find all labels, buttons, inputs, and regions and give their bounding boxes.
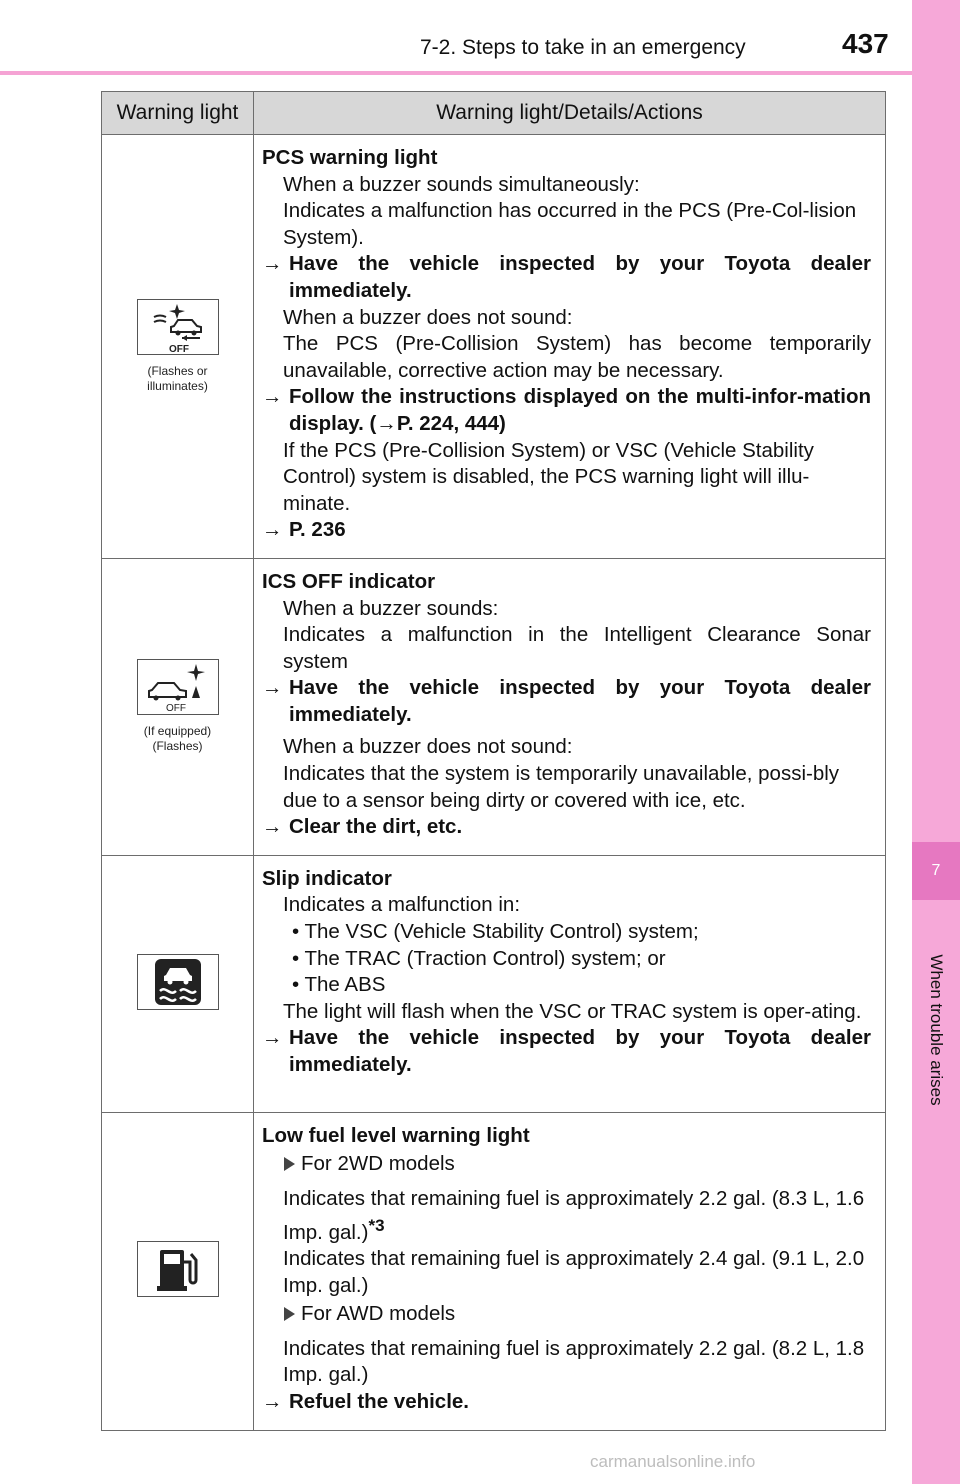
model-subhead: For 2WD models: [262, 1151, 871, 1178]
action-item: → Have the vehicle inspected by your Toyota dealer immediately.: [262, 252, 871, 302]
icon-cell: [102, 1112, 254, 1430]
chapter-number: 7: [912, 842, 960, 900]
header-rule: [0, 71, 912, 75]
details-cell: ICS OFF indicator When a buzzer sounds: Indicates a malfunction in the Intelligent Clearance Sonar system → Have the vehicle inspected by your Toyota dealer immediately. When a buzzer does not sound: Indicates that the system is temporarily unavailable, possi-bly due to a sensor being dirty or covered with ice, etc. → Clear the dirt, etc.: [254, 558, 886, 855]
table-header: [102, 92, 886, 135]
slip-title: Slip indicator: [262, 866, 392, 890]
slip-indicator-icon: [137, 954, 219, 1010]
pcs-title: PCS warning light: [262, 146, 438, 169]
page-number: 437: [842, 28, 889, 59]
details-cell: PCS warning light When a buzzer sounds simultaneously: Indicates a malfunction has occurred in the PCS (Pre-Col-lision System). → Have the vehicle inspected by your Toyota dealer immediately. When a buzzer does not sound: The PCS (Pre-Collision System) has become temporarily unavailable, corrective action may be necessary. → Follow the instructions displayed on the multi-infor-mation display. (→P. 224, 444) If the PCS (Pre-Collision System) or VSC (Vehicle Stability Control) system is disabled, the PCS warning light will illu-minate. → P. 236: [254, 135, 886, 559]
action-item: → Have the vehicle inspected by your Toyota dealer immediately.: [262, 1026, 871, 1076]
chapter-label: When trouble arises: [927, 954, 946, 1106]
watermark: carmanualsonline.info: [590, 1452, 756, 1471]
table-row: [102, 558, 886, 855]
icon-cell: [102, 855, 254, 1112]
action-item: → Refuel the vehicle.: [262, 1390, 470, 1414]
table-row: [102, 1112, 886, 1430]
action-item: → P. 236: [262, 518, 346, 542]
ics-off-icon: [137, 659, 219, 715]
ics-title: ICS OFF indicator: [262, 569, 436, 593]
triangle-bullet-icon: [284, 1157, 295, 1171]
table-row: [102, 135, 886, 559]
table-row: [102, 855, 886, 1112]
fuel-pump-icon: [137, 1241, 219, 1297]
icon-cell: [102, 135, 254, 559]
icon-caption: (If equipped) (Flashes): [143, 724, 212, 754]
warning-light-table: [101, 91, 886, 1431]
model-subhead: For AWD models: [262, 1301, 871, 1328]
fuel-title: Low fuel level warning light: [262, 1123, 530, 1147]
chapter-side-tab: [912, 0, 960, 1484]
pcs-icon-off-text: OFF: [168, 343, 189, 354]
details-cell: Low fuel level warning light For 2WD models Indicates that remaining fuel is approximately 2.2 gal. (8.3 L, 1.6 Imp. gal.)$^{*3}$ Indicates that remaining fuel is approximately 2.4 gal. (9.1 L, 2.0 Imp. gal.) For AWD models Indicates that remaining fuel is approximately 2.2 gal. (8.2 L, 1.8 Imp. gal.) → Refuel the vehicle.: [254, 1112, 886, 1430]
action-item: → Have the vehicle inspected by your Toyota dealer immediately.: [262, 676, 871, 726]
details-cell: Slip indicator Indicates a malfunction in: • The VSC (Vehicle Stability Control) system; • The TRAC (Traction Control) system; or • The ABS The light will flash when the VSC or TRAC system is oper-ating. → Have the vehicle inspected by your Toyota dealer immediately.: [254, 855, 886, 1112]
action-item: → Follow the instructions displayed on the multi-infor-mation display. (→P. 224, 444): [262, 385, 871, 435]
triangle-bullet-icon: [284, 1307, 295, 1321]
column-header-details: Warning light/Details/Actions: [254, 92, 886, 135]
column-header-warning-light: Warning light: [102, 92, 254, 135]
ics-icon-off-text: OFF: [165, 703, 186, 715]
action-item: → Clear the dirt, etc.: [262, 815, 463, 839]
pcs-warning-icon: [137, 299, 219, 355]
icon-caption: (Flashes or illuminates): [147, 363, 208, 393]
section-title: 7-2. Steps to take in an emergency: [420, 36, 746, 59]
icon-cell: [102, 558, 254, 855]
